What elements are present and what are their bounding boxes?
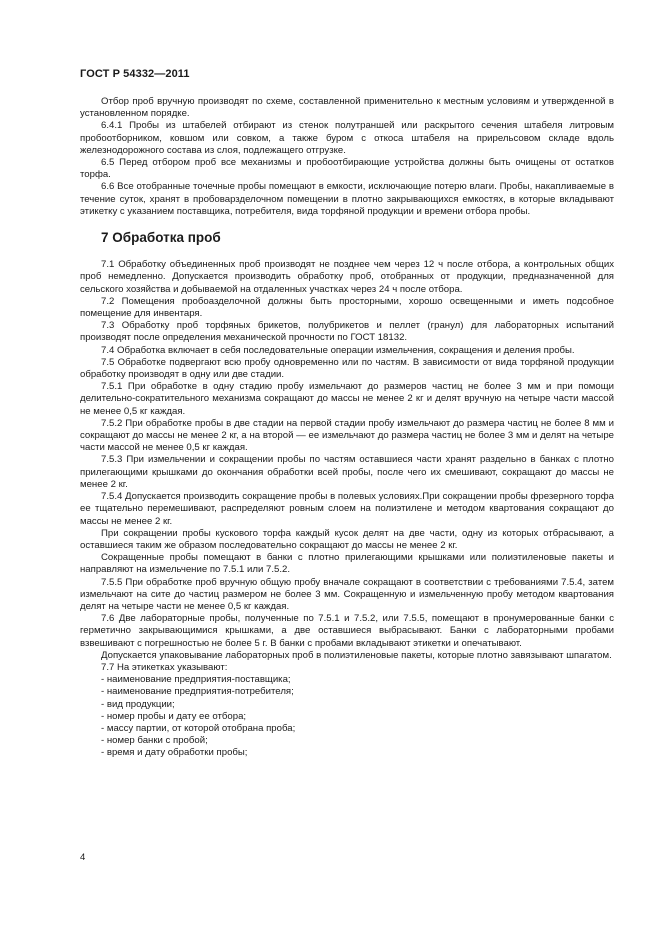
paragraph: Отбор проб вручную производят по схеме, составленной применительно к местным условиям и утвержденной в установленном порядке. [80,96,614,120]
list-item: - наименование предприятия-поставщика; [101,674,291,686]
list-item: - наименование предприятия-потребителя; [101,686,294,698]
paragraph: При сокращении пробы кускового торфа каждый кусок делят на две части, одну из которых отбрасывают, а оставшиеся таким же образом последовательно сокращают до массы не менее 2 кг. [80,527,614,551]
paragraph: 7.7 На этикетках указывают: [101,661,228,673]
paragraph: 7.5.1 При обработке в одну стадию пробу измельчают до размеров частиц не более 3 мм и при помощи делительно-сократительного механизма сокращают до массы не менее 2 кг и делят вручную на четыре части массой не менее 0,5 кг каждая. [80,381,614,417]
paragraph: 7.1 Обработку объединенных проб производят не позднее чем через 12 ч после отбора, а контрольных общих проб немедленно. Допускается производить обработку проб, отобранных от продукции, предназначенной для сельского хозяйства и добываемой на отдаленных участках через 24 ч после отбора. [80,259,614,295]
list-item: - номер пробы и дату ее отбора; [101,710,247,722]
section-heading: 7 Обработка проб [101,230,221,246]
paragraph: 6.5 Перед отбором проб все механизмы и пробоотбирающие устройства должны быть очищены от остатков торфа. [80,157,614,181]
paragraph: 7.5.4 Допускается производить сокращение пробы в полевых условиях.При сокращении пробы фрезерного торфа ее тщательно перемешивают, распределяют ровным слоем на полиэтилене и методом квартования сокращают до массы не менее 2 кг. [80,491,614,527]
page-number: 4 [80,852,86,863]
list-item: - время и дату обработки пробы; [101,747,248,759]
paragraph: 7.2 Помещения пробоазделочной должны быть просторными, хорошо освещенными и иметь подсобное помещение для инвентаря. [80,295,614,320]
page-body [80,96,614,760]
paragraph: 7.4 Обработка включает в себя последовательные операции измельчения, сокращения и деления пробы. [101,344,575,356]
paragraph: 7.5 Обработке подвергают всю пробу одновременно или по частям. В зависимости от вида торфяной продукции обработку производят в одну или две стадии. [80,356,614,381]
list-item: - вид продукции; [101,698,175,710]
paragraph: 7.5.3 При измельчении и сокращении пробы по частям оставшиеся части хранят раздельно в банках с плотно прилегающими крышками до окончания обработки всей пробы, после чего их смешивают, сокращают до массы не менее 2 кг. [80,454,614,490]
paragraph: 7.5.5 При обработке проб вручную общую пробу вначале сокращают в соответствии с требованиями 7.5.4, затем измельчают на сите до частиц размером не более 3 мм. Сокращенную и измельченную пробу методом квартования делят на четыре части не менее 0,5 кг каждая. [80,576,614,612]
document-header: ГОСТ Р 54332—2011 [80,68,190,80]
paragraph: 7.3 Обработку проб торфяных брикетов, полубрикетов и пеллет (гранул) для лабораторных испытаний производят после определения механической прочности по ГОСТ 18132. [80,320,614,344]
list-item: - массу партии, от которой отобрана проба; [101,722,296,734]
list-item: - номер банки с пробой; [101,735,208,747]
paragraph: 7.6 Две лабораторные пробы, полученные по 7.5.1 и 7.5.2, или 7.5.5, помещают в пронумерованные банки с герметично закрывающимися крышками, а две оставшиеся выбрасывают. Банки с лабораторными пробами взвешивают с погрешностью не более 5 г. В банки с пробами вкладывают этикетки и опечатывают. [80,613,614,649]
paragraph: 6.6 Все отобранные точечные пробы помещают в емкости, исключающие потерю влаги. Пробы, накапливаемые в течение суток, хранят в пробоварзделочном помещении в плотно закрывающихся емкостях, в которые вкладывают этикетку с указанием поставщика, потребителя, вида торфяной продукции и времени отбора пробы. [80,181,614,217]
paragraph: 7.5.2 При обработке пробы в две стадии на первой стадии пробу измельчают до размера частиц не более 8 мм и сокращают до массы не менее 2 кг, а на второй — ее измельчают до размера частиц не более 3 мм и делят на четыре части массой не менее 0,5 кг каждая. [80,417,614,454]
paragraph: 6.4.1 Пробы из штабелей отбирают из стенок полутраншей или раскрытого сечения штабеля литровым пробоотборником, ковшом или совком, а также буром с откоса штабеля на прирельсовом складе вдоль железнодорожного состава из слоя, подлежащего отгрузке. [80,120,614,156]
paragraph: Допускается упаковывание лабораторных проб в полиэтиленовые пакеты, которые плотно завязывают шпагатом. [101,649,612,661]
paragraph: Сокращенные пробы помещают в банки с плотно прилегающими крышками или полиэтиленовые пакеты и направляют на измельчение по 7.5.1 или 7.5.2. [80,552,614,576]
